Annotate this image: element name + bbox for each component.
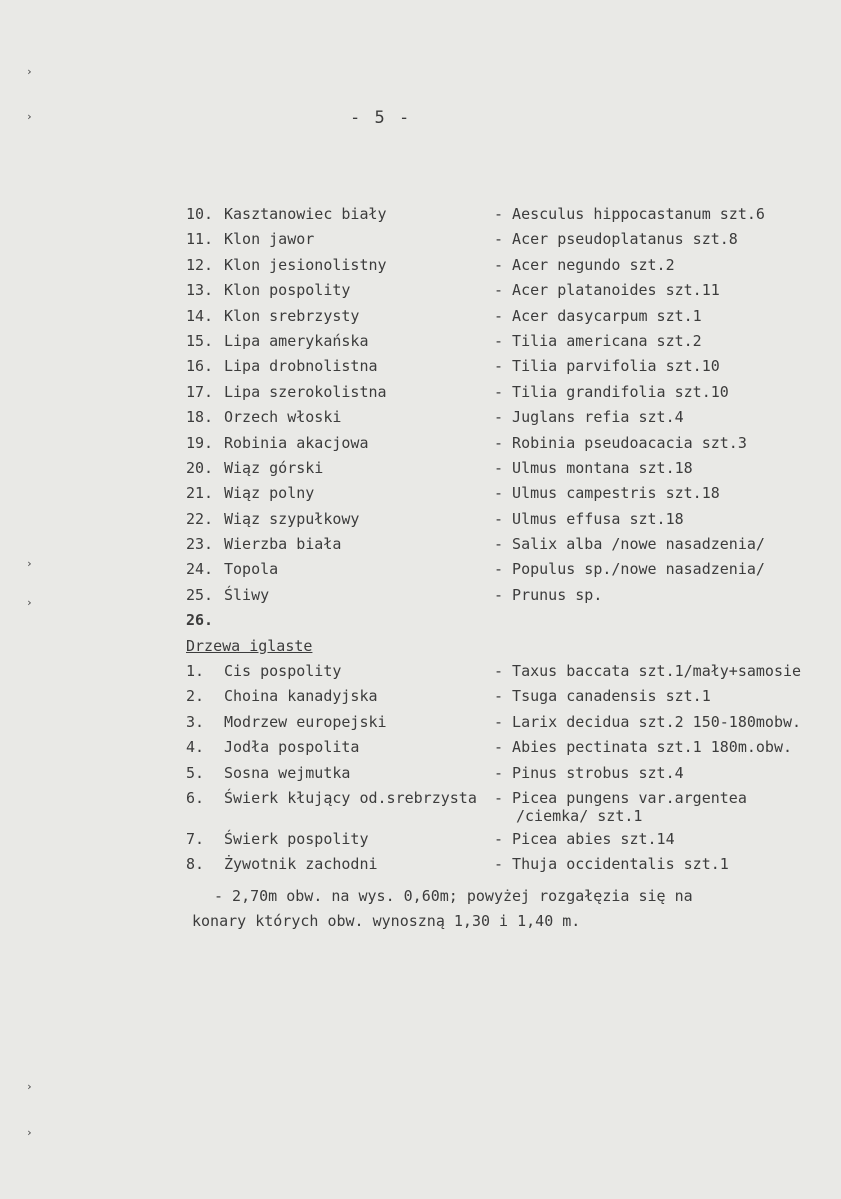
footnote [192,884,693,934]
latin-name: - Ulmus campestris szt.18 [494,484,720,503]
common-name: Lipa szerokolistna [224,382,387,401]
common-name: Wiąz polny [224,484,315,503]
common-name: Żywotnik zachodni [224,855,378,874]
common-name: Sosna wejmutka [224,763,351,782]
latin-name: - Picea abies szt.14 [494,829,675,848]
footnote-line: konary których obw. wynoszną 1,30 i 1,40 m. [192,912,581,930]
list-item [186,852,841,877]
item-number: 7. [186,829,205,848]
item-number: 16. [186,357,214,376]
common-name: Klon pospolity [224,281,351,300]
common-name: Topola [224,560,279,579]
common-name: Jodła pospolita [224,738,360,757]
common-name: Wiąz szypułkowy [224,509,360,528]
item-number: 6. [186,788,205,807]
item-number: 17. [186,382,214,401]
common-name: Świerk pospolity [224,829,369,848]
list-item [186,304,841,329]
item-number: 19. [186,433,214,452]
common-name: Wiąz górski [224,458,324,477]
list-item [186,735,841,760]
margin-mark: › [26,110,33,123]
common-name: Lipa amerykańska [224,331,369,350]
latin-name: - Picea pungens var.argentea [494,788,747,807]
common-name: Wierzba biała [224,535,342,554]
latin-name: - Larix decidua szt.2 150-180mobw. [494,712,802,731]
item-number: 25. [186,585,214,604]
margin-mark: › [26,1126,33,1139]
common-name: Choina kanadyjska [224,687,378,706]
list-item [186,481,841,506]
item-number: 1. [186,662,205,681]
item-number: 3. [186,712,205,731]
list-item [186,557,841,582]
item-number: 5. [186,763,205,782]
heading-row [186,634,841,659]
list-item [186,202,841,227]
latin-name: - Acer platanoides szt.11 [494,281,720,300]
item-number: 8. [186,855,205,874]
common-name: Świerk kłujący od.srebrzysta [224,788,477,807]
common-name: Lipa drobnolistna [224,357,378,376]
latin-name: - Abies pectinata szt.1 180m.obw. [494,738,793,757]
common-name: Kasztanowiec biały [224,205,387,223]
list-item [186,431,841,456]
list-item [186,827,841,852]
item-number: 14. [186,306,214,325]
margin-mark: › [26,65,33,78]
margin-mark: › [26,1080,33,1093]
latin-name-continued: /ciemka/ szt.1 [516,806,643,825]
item-number: 13. [186,281,214,300]
latin-name: - Juglans refia szt.4 [494,408,684,427]
latin-name: - Tilia grandifolia szt.10 [494,382,729,401]
latin-name: - Acer negundo szt.2 [494,255,675,274]
latin-name: - Taxus baccata szt.1/mały+samosie [494,662,802,681]
common-name: Klon jesionolistny [224,255,387,274]
list-item [186,456,841,481]
item-number: 18. [186,408,214,427]
common-name: Śliwy [224,585,270,604]
latin-name: - Acer pseudoplatanus szt.8 [494,230,738,249]
list-item [186,583,841,608]
stray-number: 26. [186,611,214,630]
page-number: - 5 - [350,108,412,128]
list-item [186,507,841,532]
latin-name: - Prunus sp. [494,585,603,604]
list-item [186,253,841,278]
list-item [186,354,841,379]
latin-name: - Tilia parvifolia szt.10 [494,357,720,376]
common-name: Orzech włoski [224,408,342,427]
latin-name: - Salix alba /nowe nasadzenia/ [494,535,765,554]
list-item [186,710,841,735]
list-item [186,532,841,557]
latin-name: - Robinia pseudoacacia szt.3 [494,433,747,452]
item-number: 20. [186,458,214,477]
common-name: Robinia akacjowa [224,433,369,452]
item-number: 11. [186,230,214,249]
list-item [186,405,841,430]
latin-name: - Tsuga canadensis szt.1 [494,687,711,706]
footnote-line: - 2,70m obw. na wys. 0,60m; powyżej rozgałęzia się na [214,887,693,905]
latin-name: - Ulmus montana szt.18 [494,458,693,477]
item-number: 21. [186,484,214,503]
item-number: 15. [186,331,214,350]
list-item [186,329,841,354]
latin-name: - Populus sp./nowe nasadzenia/ [494,560,765,579]
margin-mark: › [26,596,33,609]
item-number: 2. [186,687,205,706]
latin-name: - Aesculus hippocastanum szt.6 [494,205,765,223]
list-item [186,278,841,303]
list-item [186,761,841,786]
item-number: 22. [186,509,214,528]
item-number: 23. [186,535,214,554]
common-name: Cis pospolity [224,662,342,681]
list-item [186,380,841,405]
list-item [186,684,841,709]
list-item [186,659,841,684]
latin-name: - Pinus strobus szt.4 [494,763,684,782]
item-number: 12. [186,255,214,274]
common-name: Klon jawor [224,230,315,249]
common-name: Modrzew europejski [224,712,387,731]
stray-row [186,608,841,633]
tree-list [186,202,841,878]
list-item [186,786,841,827]
margin-mark: › [26,557,33,570]
common-name: Klon srebrzysty [224,306,360,325]
item-number: 24. [186,560,214,579]
item-number: 10. [186,205,214,223]
latin-name: - Thuja occidentalis szt.1 [494,855,729,874]
latin-name: - Acer dasycarpum szt.1 [494,306,702,325]
latin-name: - Ulmus effusa szt.18 [494,509,684,528]
item-number: 4. [186,738,205,757]
list-item [186,227,841,252]
section-heading: Drzewa iglaste [186,636,313,655]
latin-name: - Tilia americana szt.2 [494,331,702,350]
